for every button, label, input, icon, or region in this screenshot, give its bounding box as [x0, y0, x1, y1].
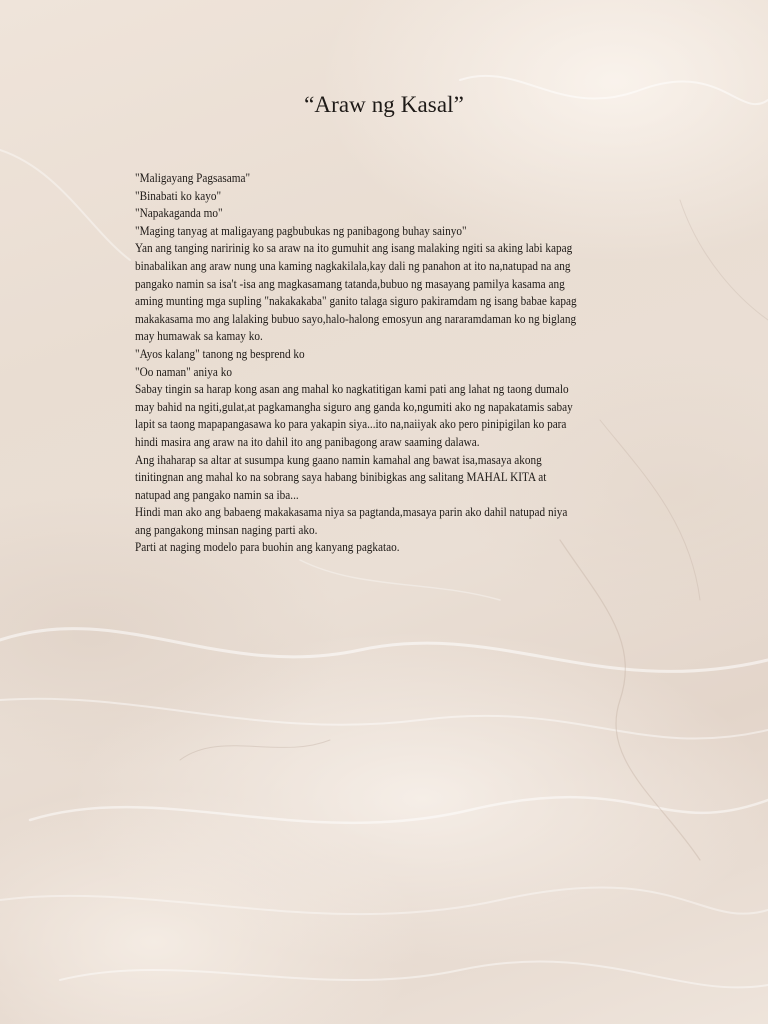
text-line: Hindi man ako ang babaeng makakasama niya sa pagtanda,masaya parin ako dahil natupad niya	[135, 505, 568, 520]
text-line: may humawak sa kamay ko.	[135, 329, 263, 344]
document-body	[135, 170, 683, 557]
text-line: lapit sa taong mapapangasawa ko para yakapin siya...ito na,naiiyak ako pero pinipigilan ko para	[135, 417, 567, 432]
text-line: Yan ang tanging naririnig ko sa araw na ito gumuhit ang isang malaking ngiti sa aking labi kapag	[135, 241, 573, 256]
text-line: pangako namin sa isa't -isa ang magkasamang tatanda,bubuo ng masayang pamilya kasama ang	[135, 276, 565, 291]
text-line: ang pangakong minsan naging parti ako.	[135, 522, 318, 537]
text-line: natupad ang pangako namin sa iba...	[135, 487, 299, 502]
text-line: Ang ihaharap sa altar at susumpa kung gaano namin kamahal ang bawat isa,masaya akong	[135, 452, 542, 467]
text-line: "Ayos kalang" tanong ng besprend ko	[135, 346, 305, 361]
text-line: "Maligayang Pagsasama"	[135, 171, 251, 185]
text-line: Parti at naging modelo para buohin ang kanyang pagkatao.	[135, 540, 400, 555]
text-line: aming munting mga supling "nakakakaba" ganito talaga siguro pakiramdam ng isang babae kapag	[135, 294, 577, 309]
document-title: “Araw ng Kasal”	[304, 92, 464, 117]
text-line: "Oo naman" aniya ko	[135, 364, 232, 379]
text-line: "Maging tanyag at maligayang pagbubukas ng panibagong buhay sainyo"	[135, 223, 467, 238]
text-line: Sabay tingin sa harap kong asan ang mahal ko nagkatitigan kami pati ang lahat ng taong dumalo	[135, 382, 569, 397]
text-line: "Binabati ko kayo"	[135, 188, 222, 203]
text-line: may bahid na ngiti,gulat,at pagkamangha siguro ang ganda ko,ngumiti ako ng napakatamis sabay	[135, 399, 573, 414]
text-line: hindi masira ang araw na ito dahil ito ang panibagong araw saaming dalawa.	[135, 434, 480, 449]
text-line: binabalikan ang araw nung una kaming nagkakilala,kay dali ng panahon at ito na,natupad na ang	[135, 258, 571, 273]
text-line: tinitingnan ang mahal ko na sobrang saya habang binibigkas ang salitang MAHAL KITA at	[135, 470, 547, 485]
text-line: makakasama mo ang lalaking bubuo sayo,halo-halong emosyun ang nararamdaman ko ng biglang	[135, 311, 577, 326]
text-line: "Napakaganda mo"	[135, 206, 223, 221]
